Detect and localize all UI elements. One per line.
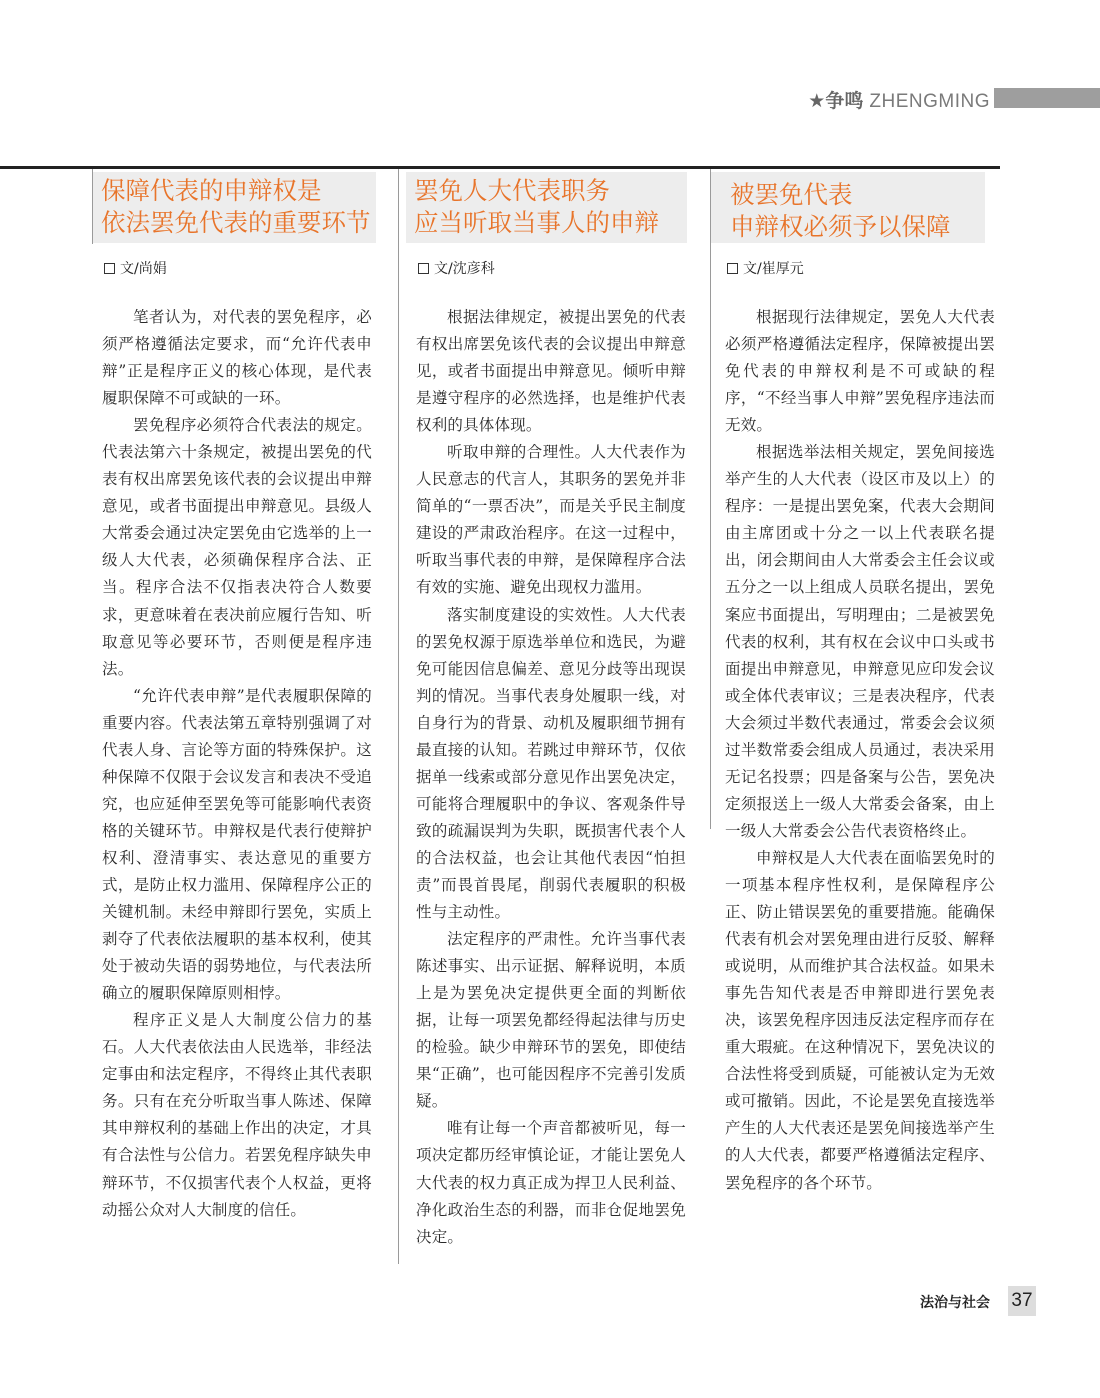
article-3-body: [725, 304, 995, 1197]
article-2-byline: 文/沈彦科: [418, 258, 495, 278]
article-3-paragraph: 根据现行法律规定，罢免人大代表必须严格遵循法定程序，保障被提出罢免代表的申辩权利是不可或缺的程序，“不经当事人申辩”罢免程序违法而无效。: [725, 308, 995, 435]
article-1-paragraph: 程序正义是人大制度公信力的基石。人大代表依法由人民选举，非经法定事由和法定程序，不得终止其代表职务。只有在充分听取当事人陈述、保障其申辩权利的基础上作出的决定，才具有合法性与公信力。若罢免程序缺失申辩环节，不仅损害代表个人权益，更将动摇公众对人大制度的信任。: [102, 1011, 372, 1219]
byline-box-icon: [727, 263, 738, 274]
column-divider-1: [398, 169, 399, 1264]
article-3-title: [711, 172, 985, 243]
section-label-cn: ★争鸣: [808, 90, 864, 112]
article-1-title: [93, 172, 376, 243]
section-header-bar: [994, 88, 1100, 108]
article-3-paragraph: 申辩权是人大代表在面临罢免时的一项基本程序性权利，是保障程序公正、防止错误罢免的重要措施。能确保代表有机会对罢免理由进行反驳、解释或说明，从而维护其合法权益。如果未事先告知代表是否申辩即进行罢免表决，该罢免程序因违反法定程序而存在重大瑕疵。在这种情况下，罢免决议的合法性将受到质疑，可能被认定为无效或可撤销。因此，不论是罢免直接选举产生的人大代表还是罢免间接选举产生的人大代表，都要严格遵循法定程序、罢免程序的各个环节。: [725, 848, 995, 1192]
article-2-title-line-2: 应当听取当事人的申辩: [414, 208, 659, 237]
byline-box-icon: [104, 263, 115, 274]
section-label-en: ZHENGMING: [869, 91, 990, 112]
section-label: [780, 86, 990, 113]
article-2-paragraph: 落实制度建设的实效性。人大代表的罢免权源于原选举单位和选民，为避免可能因信息偏差、意见分歧等出现误判的情况。当事代表身处履职一线，对自身行为的背景、动机及履职细节拥有最直接的认知。若跳过申辩环节，仅依据单一线索或部分意见作出罢免决定，可能将合理履职中的争议、客观条件导致的疏漏误判为失职，既损害代表个人的合法权益，也会让其他代表因“怕担责”而畏首畏尾，削弱代表履职的积极性与主动性。: [416, 605, 686, 922]
article-2-title: [406, 172, 687, 243]
article-2-body: [416, 304, 686, 1251]
article-3-title-line-2: 申辩权必须予以保障: [730, 212, 951, 241]
page-number: 37: [1008, 1286, 1036, 1316]
article-1-byline: 文/尚娟: [104, 258, 167, 278]
publication-name: 法治与社会: [920, 1295, 990, 1311]
article-1-paragraph: 罢免程序必须符合代表法的规定。代表法第六十条规定，被提出罢免的代表有权出席罢免该代表的会议提出申辩意见，或者书面提出申辩意见。县级人大常委会通过决定罢免由它选举的上一级人大代表，必须确保程序合法、正当。程序合法不仅指表决符合人数要求，更意味着在表决前应履行告知、听取意见等必要环节，否则便是程序违法。: [102, 416, 372, 678]
article-3-paragraph: 根据选举法相关规定，罢免间接选举产生的人大代表（设区市及以上）的程序：一是提出罢免案，代表大会期间由主席团或十分之一以上代表联名提出，闭会期间由人大常委会主任会议或五分之一以上组成人员联名提出，罢免案应书面提出，写明理由；二是被罢免代表的权利，其有权在会议中口头或书面提出申辩意见，申辩意见应印发会议或全体代表审议；三是表决程序，代表大会须过半数代表通过，常委会会议须过半数常委会组成人员通过，表决采用无记名投票；四是备案与公告，罢免决定须报送上一级人大常委会备案，由上一级人大常委会公告代表资格终止。: [725, 443, 995, 840]
column-divider-2: [710, 169, 711, 829]
article-1-title-line-2: 依法罢免代表的重要环节: [101, 208, 371, 237]
article-2-paragraph: 听取申辩的合理性。人大代表作为人民意志的代言人，其职务的罢免并非简单的“一票否决”，而是关乎民主制度建设的严肃政治程序。在这一过程中，听取当事代表的申辩，是保障程序合法有效的实施、避免出现权力滥用。: [416, 443, 686, 597]
article-2-title-line-1: 罢免人大代表职务: [414, 176, 610, 205]
top-rule: [0, 166, 1000, 169]
byline-box-icon: [418, 263, 429, 274]
article-1-paragraph: 笔者认为，对代表的罢免程序，必须严格遵循法定要求，而“允许代表申辩”正是程序正义的核心体现，是代表履职保障不可或缺的一环。: [102, 308, 372, 408]
article-2-paragraph: 根据法律规定，被提出罢免的代表有权出席罢免该代表的会议提出申辩意见，或者书面提出申辩意见。倾听申辩是遵守程序的必然选择，也是维护代表权利的具体体现。: [416, 308, 686, 435]
article-1-title-line-1: 保障代表的申辩权是: [101, 176, 322, 205]
article-3-byline: 文/崔厚元: [727, 258, 804, 278]
article-2-paragraph: 法定程序的严肃性。允许当事代表陈述事实、出示证据、解释说明，本质上是为罢免决定提供更全面的判断依据，让每一项罢免都经得起法律与历史的检验。缺少申辩环节的罢免，即使结果“正确”，也可能因程序不完善引发质疑。: [416, 930, 686, 1111]
article-2-paragraph: 唯有让每一个声音都被听见，每一项决定都历经审慎论证，才能让罢免人大代表的权力真正成为捍卫人民利益、净化政治生态的利器，而非仓促地罢免决定。: [416, 1119, 686, 1246]
article-3-title-line-1: 被罢免代表: [730, 180, 853, 209]
article-1-body: [102, 304, 372, 1224]
article-1-paragraph: “允许代表申辩”是代表履职保障的重要内容。代表法第五章特别强调了对代表人身、言论等方面的特殊保护。这种保障不仅限于会议发言和表决不受追究，也应延伸至罢免等可能影响代表资格的关键环节。申辩权是代表行使辩护权利、澄清事实、表达意见的重要方式，是防止权力滥用、保障程序公正的关键机制。未经申辩即行罢免，实质上剥夺了代表依法履职的基本权利，使其处于被动失语的弱势地位，与代表法所确立的履职保障原则相悖。: [102, 686, 372, 1003]
